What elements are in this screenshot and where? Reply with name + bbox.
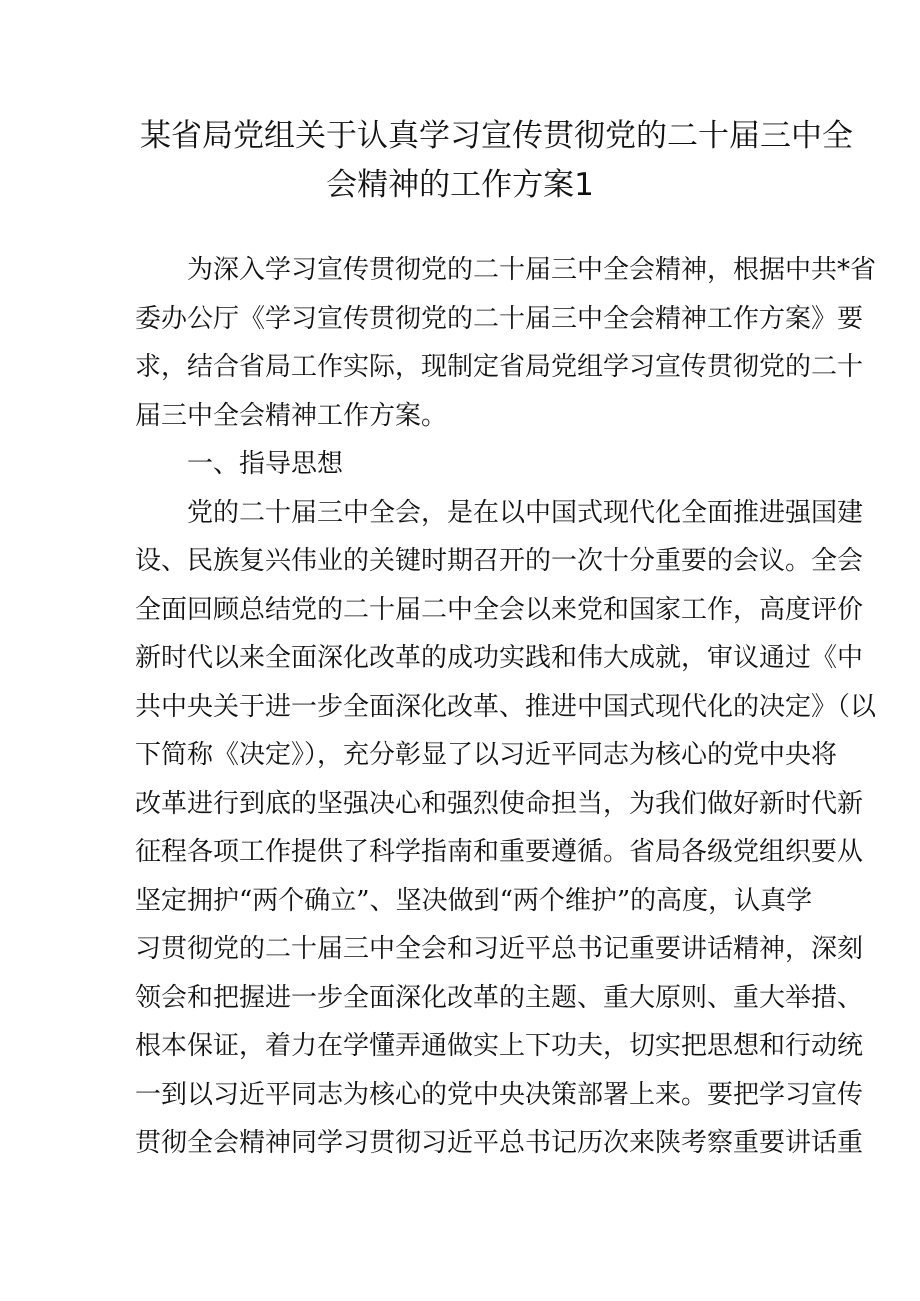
text-line: 委办公厅《学习宣传贯彻党的二十届三中全会精神工作方案》要 <box>135 303 864 334</box>
text-line: 设、民族复兴伟业的关键时期召开的一次十分重要的会议。全会 <box>135 546 864 576</box>
text-line: 领会和把握进一步全面深化改革的主题、重大原则、重大举措、 <box>135 982 864 1013</box>
title-line: 某省局党组关于认真学习宣传贯彻党的二十届三中全 <box>140 118 853 154</box>
paragraph-intro <box>135 246 877 440</box>
text-line: 新时代以来全面深化改革的成功实践和伟大成就，审议通过《中 <box>135 643 864 673</box>
document-body <box>135 246 877 1168</box>
text-line: 求，结合省局工作实际，现制定省局党组学习宣传贯彻党的二十 <box>135 352 864 382</box>
text-line: 党的二十届三中全会，是在以中国式现代化全面推进强国建 <box>187 497 864 528</box>
text-line: 贯彻全会精神同学习贯彻习近平总书记历次来陕考察重要讲话重 <box>135 1128 864 1158</box>
text-line: 征程各项工作提供了科学指南和重要遵循。省局各级党组织要从 <box>135 837 864 867</box>
text-line: 一到以习近平同志为核心的党中央决策部署上来。要把学习宣传 <box>135 1079 864 1110</box>
text-line: 届三中全会精神工作方案。 <box>135 400 448 431</box>
text-line: 全面回顾总结党的二十届二中全会以来党和国家工作，高度评价 <box>135 594 864 625</box>
text-line: 改革进行到底的坚强决心和强烈使命担当，为我们做好新时代新 <box>135 788 864 819</box>
text-line: 习贯彻党的二十届三中全会和习近平总书记重要讲话精神，深刻 <box>135 934 864 964</box>
title-line: 会精神的工作方案1 <box>326 167 594 203</box>
section-heading <box>135 440 795 489</box>
text-line: 共中央关于进一步全面深化改革、推进中国式现代化的决定》（以 <box>135 691 877 722</box>
text-line: 为深入学习宣传贯彻党的二十届三中全会精神，根据中共*省 <box>187 255 877 285</box>
heading-text: 一、指导思想 <box>187 449 344 479</box>
text-line: 坚定拥护“两个确立”、坚决做到“两个维护”的高度，认真学 <box>135 885 813 916</box>
paragraph-guiding-thought <box>135 489 877 1168</box>
text-line: 根本保证，着力在学懂弄通做实上下功夫，切实把思想和行动统 <box>135 1031 864 1061</box>
text-line: 下简称《决定》），充分彰显了以习近平同志为核心的党中央将 <box>135 740 838 770</box>
document-title <box>140 112 853 210</box>
